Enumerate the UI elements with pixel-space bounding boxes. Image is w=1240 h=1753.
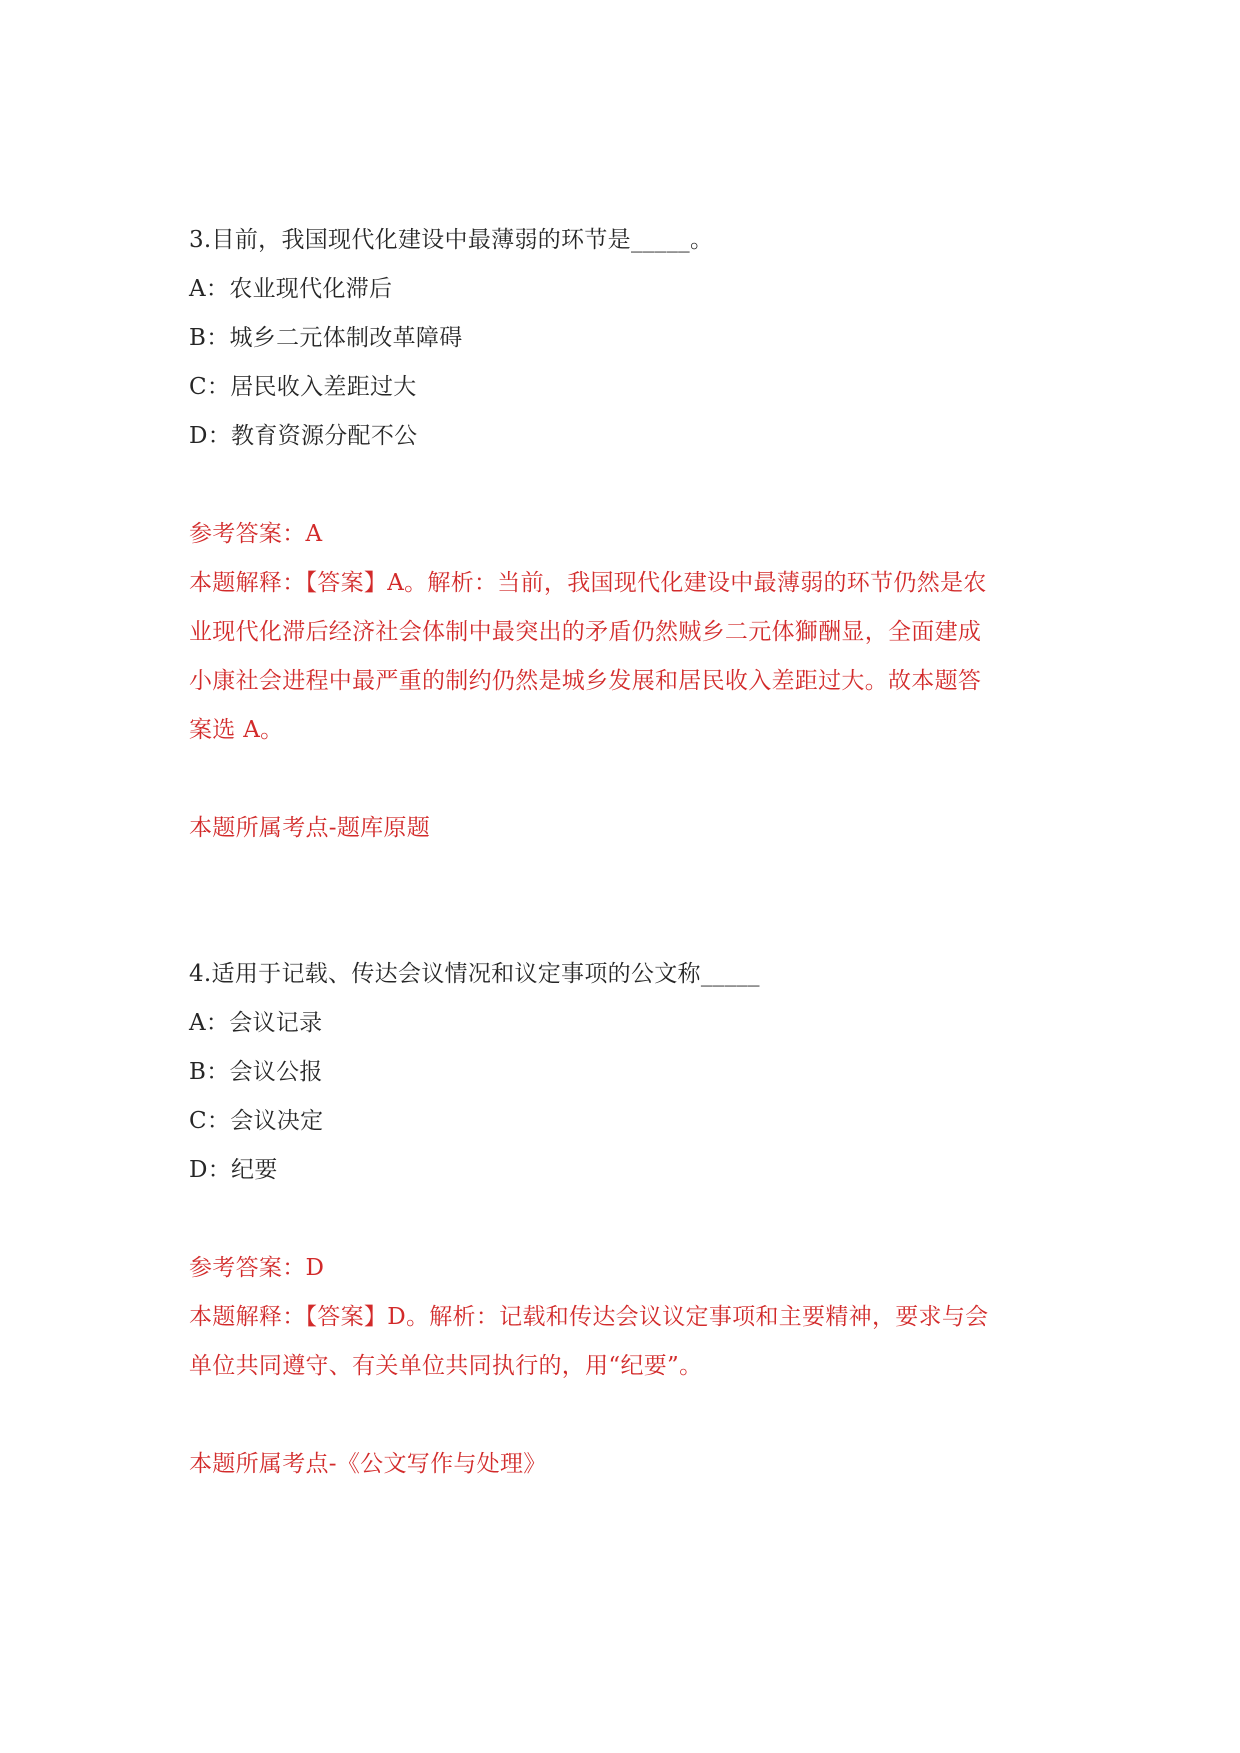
question-stem: 3.目前，我国现代化建设中最薄弱的环节是_____。 [189, 227, 714, 253]
explanation-line: 本题解释：【答案】D。解析：记载和传达会议议定事项和主要精神，要求与会 [189, 1304, 989, 1330]
explanation-line: 本题解释：【答案】A。解析：当前，我国现代化建设中最薄弱的环节仍然是农 [189, 570, 987, 596]
question-block-4 [189, 950, 1049, 1489]
exam-point: 本题所属考点-题库原题 [189, 815, 431, 841]
explanation-line: 案选 A。 [189, 717, 284, 743]
option-c: C：会议决定 [189, 1108, 324, 1134]
question-stem: 4.适用于记载、传达会议情况和议定事项的公文称_____ [189, 961, 760, 987]
explanation-line: 业现代化滞后经济社会体制中最突出的矛盾仍然贼乡二元体獅酬显，全面建成 [189, 619, 982, 645]
question-block-3 [189, 216, 1049, 853]
explanation-line: 单位共同遵守、有关单位共同执行的，用“纪要”。 [189, 1353, 703, 1379]
explanation-line: 小康社会进程中最严重的制约仍然是城乡发展和居民收入差距过大。故本题答 [189, 668, 982, 694]
exam-point: 本题所属考点-《公文写作与处理》 [189, 1451, 547, 1477]
option-b: B：会议公报 [189, 1059, 323, 1085]
reference-answer: 参考答案：A [189, 521, 323, 547]
reference-answer: 参考答案：D [189, 1255, 325, 1281]
option-d: D：纪要 [189, 1157, 278, 1183]
option-d: D：教育资源分配不公 [189, 423, 418, 449]
option-a: A：农业现代化滞后 [189, 276, 393, 302]
option-b: B：城乡二元体制改革障碍 [189, 325, 463, 351]
option-a: A：会议记录 [189, 1010, 323, 1036]
option-c: C：居民收入差距过大 [189, 374, 417, 400]
